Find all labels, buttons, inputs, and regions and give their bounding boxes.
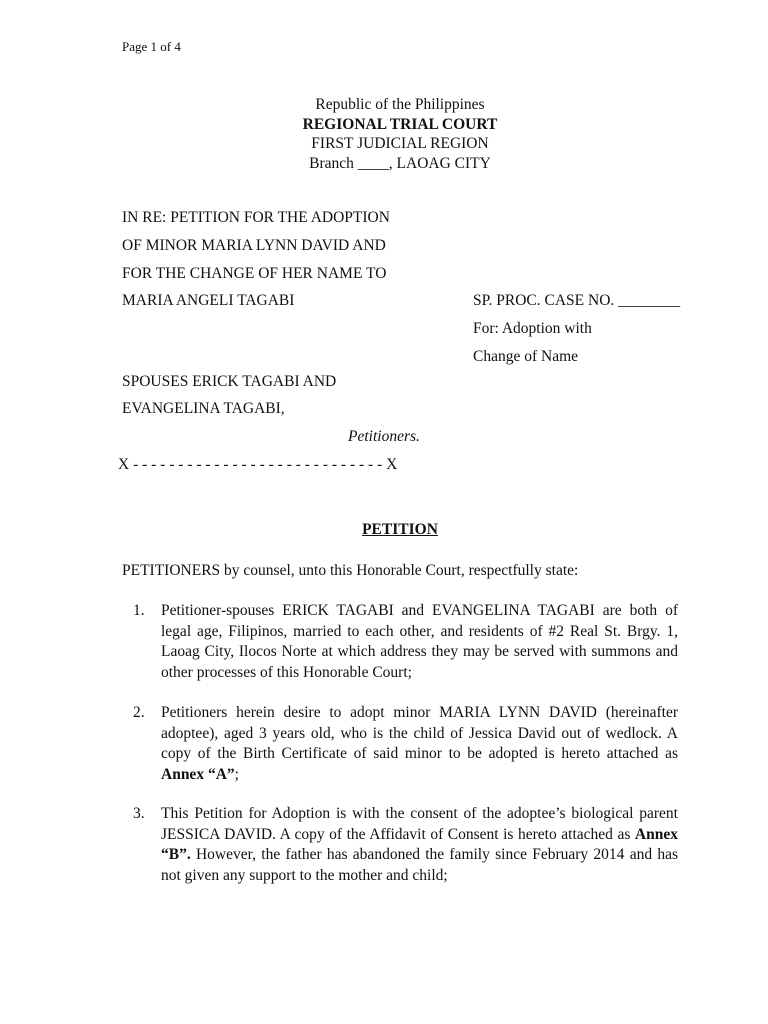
petitioner-line-1: SPOUSES ERICK TAGABI AND <box>122 373 337 390</box>
paragraph-number: 3. <box>133 805 145 822</box>
paragraph-body <box>161 703 678 785</box>
paragraph-body <box>161 601 678 683</box>
republic-line: Republic of the Philippines <box>315 96 485 113</box>
court-name: REGIONAL TRIAL COURT <box>302 115 498 133</box>
intro-paragraph: PETITIONERS by counsel, unto this Honorable Court, respectfully state: <box>122 562 579 579</box>
in-re-line-3: FOR THE CHANGE OF HER NAME TO <box>122 265 387 282</box>
case-nature-line-1: For: Adoption with <box>473 320 592 337</box>
paragraph-number: 1. <box>133 602 145 619</box>
document-title: PETITION <box>362 521 438 538</box>
in-re-line-1: IN RE: PETITION FOR THE ADOPTION <box>122 209 390 226</box>
petitioner-line-2: EVANGELINA TAGABI, <box>122 400 285 417</box>
case-number: SP. PROC. CASE NO. ________ <box>473 292 681 309</box>
paragraph-text: This Petition for Adoption is with the consent of the adoptee’s biological parent JESSICA DAVID. A copy of the Affidavit of Consent is hereto attached as <box>161 805 678 843</box>
case-nature-line-2: Change of Name <box>473 348 579 365</box>
petitioners-label: Petitioners. <box>348 428 420 445</box>
paragraph-text-end: ; <box>234 765 239 783</box>
annex-reference: Annex “B”. <box>161 825 678 863</box>
in-re-line-4: MARIA ANGELI TAGABI <box>122 292 295 309</box>
paragraph-text-end: However, the father has abandoned the family since February 2014 and has not given any support to the mother and child; <box>161 846 678 884</box>
page-number: Page 1 of 4 <box>122 39 181 54</box>
in-re-line-2: OF MINOR MARIA LYNN DAVID AND <box>122 237 386 254</box>
paragraph-number: 2. <box>133 704 145 721</box>
judicial-region: FIRST JUDICIAL REGION <box>311 135 489 152</box>
court-header <box>0 95 768 173</box>
paragraph-body <box>161 804 678 886</box>
caption-divider: X - - - - - - - - - - - - - - - - - - - - - - - - - - - - X <box>118 456 398 473</box>
annex-reference: Annex “A” <box>161 765 235 783</box>
paragraph-text: Petitioner-spouses ERICK TAGABI and EVANGELINA TAGABI are both of legal age, Filipinos, married to each other, and residents of #2 Real St. Brgy. 1, Laoag City, Ilocos Norte at which address they may be served with summons and other processes of this Honorable Court; <box>161 602 678 681</box>
paragraph-text: Petitioners herein desire to adopt minor MARIA LYNN DAVID (hereinafter adoptee), aged 3 years old, who is the child of Jessica David out of wedlock. A copy of the Birth Certificate of said minor to be adopted is hereto attached as <box>161 704 678 762</box>
branch-line: Branch ____, LAOAG CITY <box>309 154 491 172</box>
